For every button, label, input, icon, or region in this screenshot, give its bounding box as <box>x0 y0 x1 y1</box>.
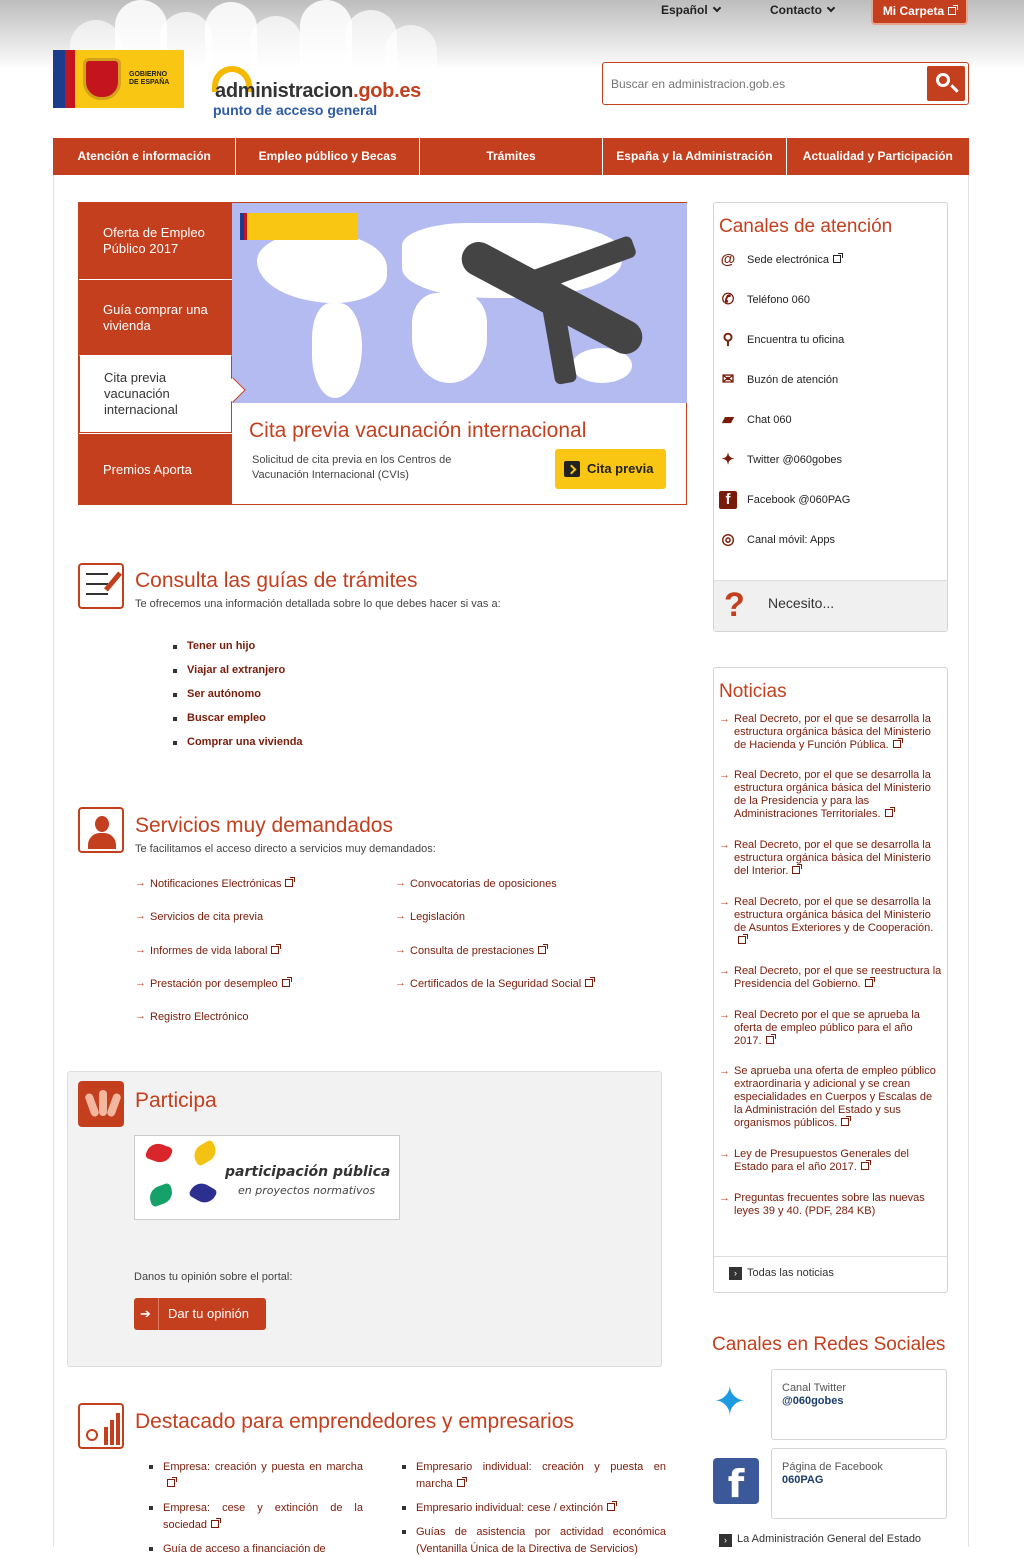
search-icon-handle <box>950 84 958 92</box>
facebook-page-card[interactable] <box>771 1448 947 1519</box>
external-link-icon <box>792 866 800 874</box>
external-link-icon <box>538 946 546 954</box>
twitter-channel-card[interactable] <box>771 1369 947 1440</box>
canal-telefono[interactable]: ✆ Teléfono 060 <box>719 290 810 310</box>
search-icon <box>936 73 950 87</box>
facebook-icon: f <box>719 491 737 509</box>
twitter-card-label: Canal Twitter <box>782 1382 846 1394</box>
search-button[interactable] <box>927 66 965 101</box>
external-link-icon <box>885 809 893 817</box>
canal-facebook[interactable]: f Facebook @060PAG <box>719 490 850 510</box>
external-link-icon <box>607 1503 615 1511</box>
external-link-icon <box>893 740 901 748</box>
gobierno-de-espana-logo[interactable] <box>53 50 184 108</box>
servicio-link[interactable]: → Registro Electrónico <box>135 1011 248 1023</box>
question-user-icon: ? <box>724 586 745 624</box>
age-link[interactable]: › La Administración General del Estado <box>719 1533 921 1545</box>
eu-spain-flag-strip <box>53 50 75 108</box>
todas-noticias-link[interactable]: › Todas las noticias <box>729 1267 834 1279</box>
chevron-right-icon: › <box>719 1534 732 1547</box>
external-link-icon <box>948 7 956 15</box>
guia-link[interactable]: Buscar empleo <box>173 712 303 736</box>
canal-movil[interactable]: ◎ Canal móvil: Apps <box>719 530 835 550</box>
participa-title: Participa <box>135 1089 217 1112</box>
nav-item-atencion[interactable]: Atención e información <box>53 138 236 175</box>
nav-item-empleo[interactable]: Empleo público y Becas <box>236 138 419 175</box>
dar-opinion-label: Dar tu opinión <box>168 1306 249 1321</box>
coat-of-arms-icon <box>83 58 121 100</box>
mi-carpeta-label: Mi Carpeta <box>882 4 945 18</box>
user-icon <box>78 807 124 853</box>
growth-chart-icon <box>78 1403 124 1449</box>
noticias-title: Noticias <box>719 681 787 702</box>
noticia-link[interactable]: → Real Decreto por el que se aprueba la oferta de empleo público para el año 2017. <box>719 1009 943 1048</box>
necesito-label: Necesito... <box>768 595 835 611</box>
slider-tab-label: Oferta de Empleo Público 2017 <box>103 225 205 256</box>
servicios-title: Servicios muy demandados <box>135 814 393 837</box>
external-link-icon <box>766 1036 774 1044</box>
external-link-icon <box>861 1162 869 1170</box>
chevron-right-icon: › <box>729 1267 742 1280</box>
green-hand-icon <box>147 1182 176 1207</box>
checklist-pencil-icon <box>78 563 124 609</box>
external-link-icon <box>585 979 593 987</box>
guia-link[interactable]: Tener un hijo <box>173 640 303 664</box>
raised-hands-icon <box>78 1081 124 1127</box>
guias-subtitle: Te ofrecemos una información detallada sobre lo que debes hacer si vas a: <box>135 598 501 610</box>
destacado-link[interactable]: Empresario individual: cese / extinción <box>402 1500 666 1517</box>
canal-oficina[interactable]: ⚲ Encuentra tu oficina <box>719 330 844 350</box>
canal-chat[interactable]: ▰ Chat 060 <box>719 410 792 430</box>
external-link-icon <box>833 255 841 263</box>
envelope-icon: ✉ <box>721 371 735 388</box>
at-icon: @ <box>720 251 736 268</box>
guias-title: Consulta las guías de trámites <box>135 569 418 592</box>
servicio-link[interactable]: → Certificados de la Seguridad Social <box>395 978 593 990</box>
noticia-link[interactable]: → Real Decreto, por el que se desarrolla la estructura orgánica básica del Ministerio de Asuntos Exteriores y de Cooperación. <box>719 896 943 948</box>
canal-sede-electronica[interactable]: @ Sede electrónica <box>719 250 841 270</box>
slider-tab-premios-aporta[interactable] <box>79 433 232 505</box>
phone-icon: ✆ <box>721 291 735 308</box>
guia-link[interactable]: Ser autónomo <box>173 688 303 712</box>
noticia-link[interactable]: → Real Decreto, por el que se desarrolla la estructura orgánica básica del Ministerio de Hacienda y Función Pública. <box>719 713 943 752</box>
servicio-link[interactable]: → Prestación por desempleo <box>135 978 290 990</box>
external-link-icon <box>211 1520 219 1528</box>
twitter-bird-icon[interactable]: ✦ <box>713 1380 747 1424</box>
divider <box>714 1256 947 1257</box>
facebook-logo-icon[interactable]: f <box>713 1458 759 1504</box>
canal-twitter[interactable]: ✦ Twitter @060gobes <box>719 450 842 470</box>
servicio-link[interactable]: → Consulta de prestaciones <box>395 945 546 957</box>
yellow-hand-icon <box>190 1139 220 1167</box>
twitter-icon: ✦ <box>721 451 735 468</box>
featured-slider <box>78 202 687 505</box>
search-input[interactable] <box>611 74 911 94</box>
chevron-down-icon <box>712 4 720 12</box>
servicio-link[interactable]: → Notificaciones Electrónicas <box>135 878 293 890</box>
contact-label: Contacto <box>770 3 822 17</box>
dar-opinion-button[interactable] <box>134 1298 266 1330</box>
destacado-link[interactable]: Empresa: cese y extinción de la sociedad <box>149 1500 363 1534</box>
redes-title: Canales en Redes Sociales <box>712 1334 946 1355</box>
nav-item-espana[interactable]: España y la Administración <box>603 138 786 175</box>
people-silhouette-decoration <box>385 25 437 125</box>
slider-tab-guia-vivienda[interactable] <box>79 279 232 355</box>
noticia-link[interactable]: → Real Decreto, por el que se desarrolla la estructura orgánica básica del Ministerio del Interior. <box>719 839 943 878</box>
gobierno-badge <box>240 213 358 240</box>
external-link-icon <box>738 936 746 944</box>
gobierno-logo-text: GOBIERNO DE ESPAÑA <box>129 71 170 86</box>
servicio-link[interactable]: → Convocatorias de oposiciones <box>395 878 557 890</box>
slider-tab-oferta-empleo[interactable] <box>79 203 232 279</box>
facebook-card-label: Página de Facebook <box>782 1461 883 1473</box>
destacado-link[interactable]: Empresario individual: creación y puesta en marcha <box>402 1459 666 1493</box>
servicios-subtitle: Te facilitamos el acceso directo a servicios muy demandados: <box>135 843 436 855</box>
search-bar <box>602 62 969 105</box>
necesito-button[interactable] <box>714 580 947 631</box>
external-link-icon <box>457 1479 465 1487</box>
noticia-link[interactable]: → Ley de Presupuestos Generales del Estado para el año 2017. <box>719 1148 943 1174</box>
external-link-icon <box>167 1479 175 1487</box>
world-map-image <box>232 203 687 403</box>
mobile-icon: ◎ <box>721 531 735 548</box>
canales-title: Canales de atención <box>719 216 893 237</box>
external-link-icon <box>285 879 293 887</box>
banner-subtitle: en proyectos normativos <box>238 1184 376 1197</box>
noticia-link[interactable]: → Real Decreto, por el que se desarrolla la estructura orgánica básica del Ministerio de la Presidencia y para las Administraciones Territoriales. <box>719 769 943 821</box>
servicio-link[interactable]: → Informes de vida laboral <box>135 945 279 957</box>
slide-title: Cita previa vacunación internacional <box>249 419 587 442</box>
language-selector[interactable] <box>661 3 720 17</box>
mi-carpeta-button[interactable] <box>871 0 968 25</box>
destacado-title: Destacado para emprendedores y empresarios <box>135 1410 574 1433</box>
opinion-prompt: Danos tu opinión sobre el portal: <box>134 1271 293 1283</box>
contact-menu[interactable] <box>770 3 834 17</box>
noticia-link[interactable]: → Real Decreto, por el que se reestructura la Presidencia del Gobierno. <box>719 965 943 991</box>
slider-tab-cita-previa[interactable] <box>79 355 232 433</box>
site-tagline: punto de acceso general <box>213 102 378 118</box>
red-hand-icon <box>145 1140 174 1165</box>
site-logo[interactable] <box>215 80 421 103</box>
chevron-down-icon <box>827 4 835 12</box>
slider-tab-label: Guía comprar una vivienda <box>103 301 208 333</box>
servicio-link[interactable]: → Servicios de cita previa <box>135 911 263 923</box>
blue-hand-icon <box>188 1179 218 1207</box>
external-link-icon <box>282 979 290 987</box>
nav-item-actualidad[interactable]: Actualidad y Participación <box>787 138 969 175</box>
nav-item-tramites[interactable]: Trámites <box>420 138 603 175</box>
external-link-icon <box>865 979 873 987</box>
arrow-right-icon: ➔ <box>140 1306 151 1321</box>
site-domain-part: .gob.es <box>353 80 421 102</box>
twitter-handle: @060gobes <box>782 1395 844 1407</box>
external-link-icon <box>841 1118 849 1126</box>
slider-tab-label: Cita previa vacunación internacional <box>104 370 178 417</box>
guia-link[interactable]: Viajar al extranjero <box>173 664 303 688</box>
participacion-publica-banner[interactable] <box>134 1135 400 1220</box>
slide-description: Solicitud de cita previa en los Centros de Vacunación Internacional (CVIs) <box>252 454 452 481</box>
external-link-icon <box>271 946 279 954</box>
facebook-handle: 060PAG <box>782 1474 824 1486</box>
guias-list <box>173 640 303 760</box>
banner-title: participación pública <box>225 1164 391 1180</box>
destacado-link[interactable]: Guías de asistencia por actividad económica (Ventanilla Única de la Directiva de Servicios) <box>402 1524 666 1558</box>
noticia-link[interactable]: → Preguntas frecuentes sobre las nuevas leyes 39 y 40. (PDF, 284 KB) <box>719 1192 943 1218</box>
chat-icon: ▰ <box>722 411 734 428</box>
location-pin-icon: ⚲ <box>722 331 734 348</box>
noticia-link[interactable]: → Se aprueba una oferta de empleo público extraordinaria y adicional y se crean especialidades en Cuerpos y Escalas de la Administración del Estado y sus organismos públicos. <box>719 1065 943 1130</box>
site-name-part: administracion <box>215 80 354 102</box>
cita-previa-button[interactable]: Cita previa <box>555 449 666 489</box>
servicio-link[interactable]: → Legislación <box>395 911 465 923</box>
main-navigation <box>53 138 969 175</box>
destacado-link[interactable]: Empresa: creación y puesta en marcha <box>149 1459 363 1493</box>
slider-tab-label: Premios Aporta <box>103 461 192 477</box>
guia-link[interactable]: Comprar una vivienda <box>173 736 303 760</box>
canal-buzon[interactable]: ✉ Buzón de atención <box>719 370 838 390</box>
destacado-link[interactable]: Guía de acceso a financiación de <box>149 1541 363 1558</box>
language-label: Español <box>661 3 708 17</box>
